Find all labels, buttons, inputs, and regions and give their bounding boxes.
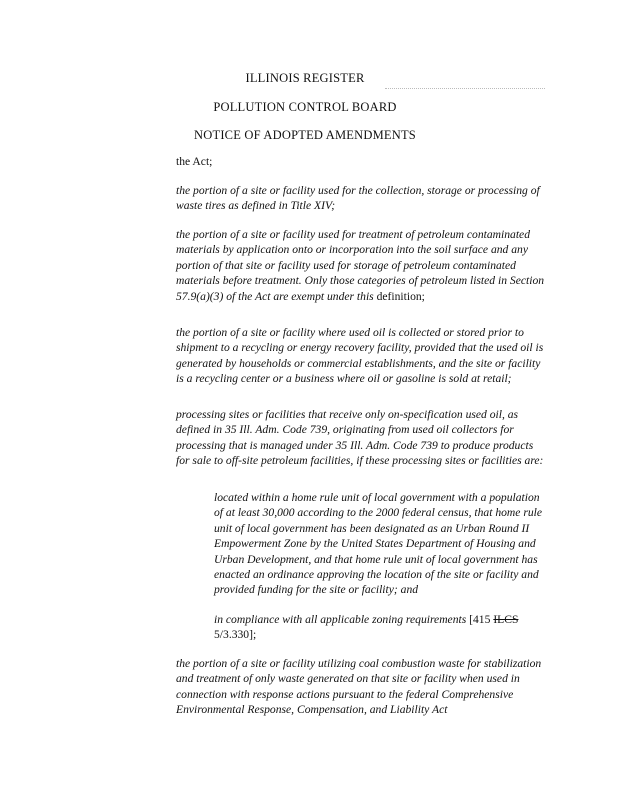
citation-open: [415	[466, 613, 494, 626]
petroleum-plain-text: definition;	[373, 289, 425, 303]
ilcs-struck: ILCS	[493, 613, 519, 626]
coal-combustion-text: the portion of a site or facility utilizing coal combustion waste for stabilization and treatment of only waste generated on that site or facility when used in connection with response actions pursuant to the federal Comprehensive Environmental Response, Compensation, and Liability Act	[176, 657, 542, 717]
paragraph-home-rule	[214, 490, 548, 598]
zoning-text: in compliance with all applicable zoning requirements	[214, 613, 467, 626]
paragraph-petroleum	[176, 227, 548, 304]
citation-close: 5/3.330];	[214, 628, 257, 642]
processing-sites-text: processing sites or facilities that receive only on-specification used oil, as defined in 35 Ill. Adm. Code 739, originating from used oil collectors for processing that is managed under 35 Ill. Adm. Code 739 to produce products for sale to off-site petroleum facilities, if these processing sites or facilities are:	[176, 408, 544, 468]
notice-title: NOTICE OF ADOPTED AMENDMENTS	[194, 128, 416, 142]
register-title: ILLINOIS REGISTER	[245, 71, 365, 85]
paragraph-processing-sites	[176, 407, 548, 469]
petroleum-italic-text: the portion of a site or facility used for treatment of petroleum contaminated materials by application onto or incorporation into the soil surface and any portion of that site or facility used for storage of petroleum contaminated materials before treatment. Only those categories of petroleum listed in Section 57.9(a)(3) of the Act are exempt under this	[176, 228, 545, 303]
paragraph-waste-tires	[176, 183, 548, 214]
paragraph-zoning	[214, 612, 548, 643]
paragraph-the-act: the Act;	[176, 155, 213, 168]
waste-tires-text: the portion of a site or facility used for the collection, storage or processing of waste tires as defined in Title XIV;	[176, 184, 540, 213]
home-rule-text: located within a home rule unit of local government with a population of at least 30,000 according to the 2000 federal census, that home rule unit of local government has been designated as an Urban Round II Empowerment Zone by the United States Department of Housing and Urban Development, and that home rule unit of local government has enacted an ordinance approving the location of the site or facility and provided funding for the site or facility; and	[214, 491, 543, 597]
paragraph-coal-combustion	[176, 656, 548, 718]
board-title: POLLUTION CONTROL BOARD	[213, 100, 397, 114]
used-oil-text: the portion of a site or facility where used oil is collected or stored prior to shipment to a recycling or energy recovery facility, provided that the used oil is generated by households or commercial establishments, and the site or facility is a recycling center or a business where oil or gasoline is sold at retail;	[176, 326, 544, 386]
paragraph-used-oil	[176, 325, 548, 387]
scan-artifact	[385, 88, 545, 91]
